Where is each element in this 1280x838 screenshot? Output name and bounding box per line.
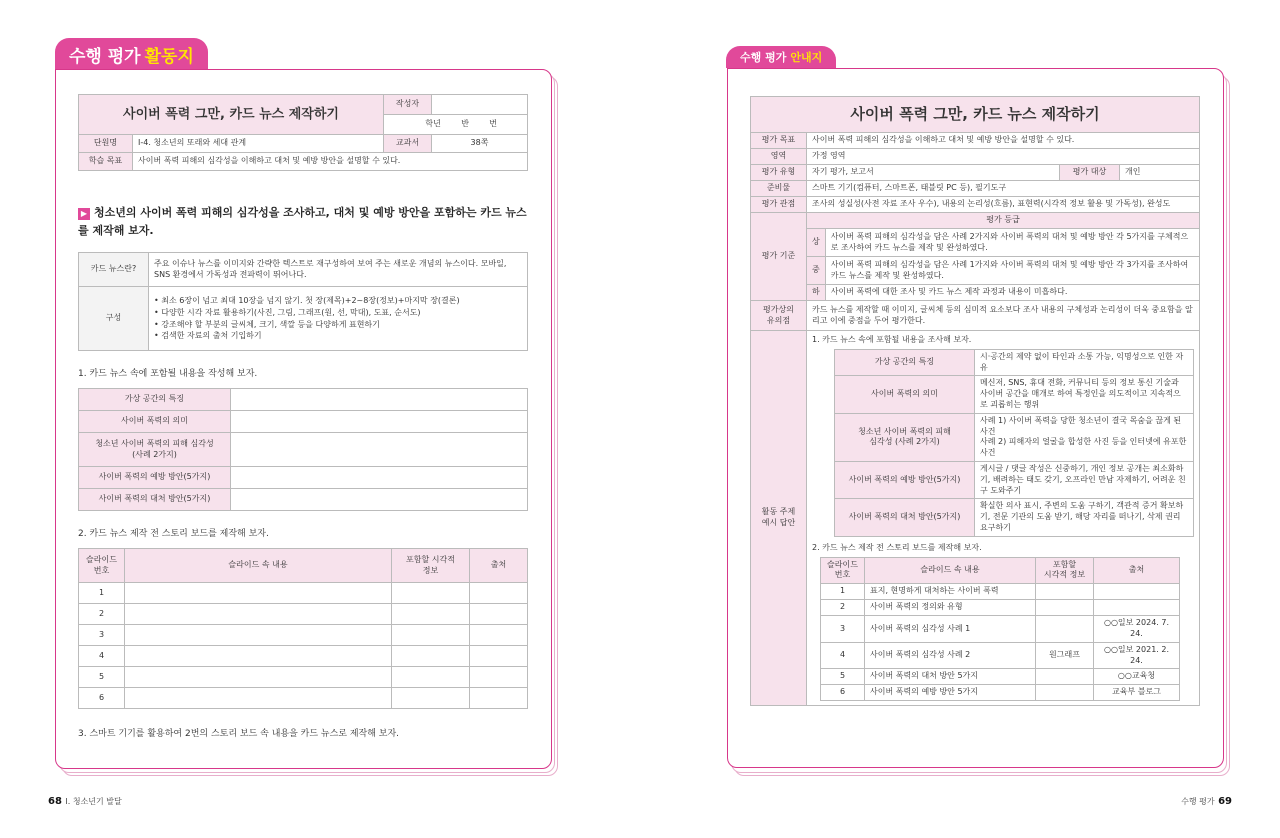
textbook-value: 38쪽	[432, 135, 528, 153]
unit-value: Ⅰ-4. 청소년의 또래와 세대 관계	[133, 135, 384, 153]
q1-answer-field[interactable]	[231, 389, 528, 411]
goal-label: 학습 목표	[79, 153, 133, 171]
q1-answer-field[interactable]	[231, 467, 528, 489]
area-value: 가정 영역	[807, 149, 1200, 165]
task-instruction	[78, 204, 533, 239]
visual-info-field[interactable]	[392, 604, 470, 625]
task-arrow-icon: ▶	[78, 208, 90, 220]
col-slide-number: 슬라이드 번호	[79, 549, 125, 583]
q1-row-label: 청소년 사이버 폭력의 피해 심각성 (사례 2가지)	[79, 433, 231, 467]
grade-high: 상	[807, 229, 826, 257]
example-slide-number: 3	[821, 616, 865, 643]
example-label: 활동 주제 예시 답안	[751, 331, 807, 706]
prep-label: 준비물	[751, 181, 807, 197]
example-q1-value: 확실한 의사 표시, 주변의 도움 구하기, 객관적 증거 확보하기, 전문 기관의 도움 받기, 해당 자리를 떠나기, 삭제 권리 요구하기	[975, 499, 1194, 536]
col-source: 출처	[470, 549, 528, 583]
example-q1-key: 청소년 사이버 폭력의 피해 심각성 (사례 2가지)	[835, 413, 975, 461]
q3-title: 3. 스마트 기기를 활용하여 2번의 스토리 보드 속 내용을 카드 뉴스로 제작해 보자.	[78, 729, 400, 739]
example-slide-visual	[1036, 616, 1094, 643]
grade-high-text: 사이버 폭력 피해의 심각성을 담은 사례 2가지와 사이버 폭력의 대처 및 예방 방안 각 5가지를 구체적으로 조사하여 카드 뉴스를 제작 및 완성하였다.	[825, 229, 1199, 257]
example-q1-value: 메신저, SNS, 휴대 전화, 커뮤니티 등의 정보 통신 기술과 사이버 공간을 매개로 하여 특정인을 의도적이고 지속적으로 괴롭히는 행위	[975, 376, 1194, 413]
target-value: 개인	[1120, 165, 1200, 181]
example-slide-number: 2	[821, 600, 865, 616]
q1-row-label: 사이버 폭력의 의미	[79, 411, 231, 433]
q1-answer-field[interactable]	[231, 433, 528, 467]
composition-item: • 최소 6장이 넘고 최대 10장을 넘지 않기. 첫 장(제목)+2~8장(정보)+마지막 장(결론)	[154, 296, 460, 306]
page-number: 69	[1218, 796, 1232, 807]
example-q1-key: 사이버 폭력의 예방 방안(5가지)	[835, 461, 975, 498]
grade-class-number[interactable]: 학년 반 번	[384, 115, 528, 135]
author-label: 작성자	[384, 95, 432, 115]
right-footer	[1181, 796, 1232, 807]
slide-number: 2	[79, 604, 125, 625]
example-slide-visual: 원그래프	[1036, 642, 1094, 669]
card-news-desc: 주요 이슈나 뉴스를 이미지와 간략한 텍스트로 재구성하여 보여 주는 새로운 개념의 뉴스이다. 모바일, SNS 환경에서 가독성과 전파력이 뛰어나다.	[149, 253, 528, 287]
slide-content-field[interactable]	[125, 667, 392, 688]
tab-highlight: 활동지	[144, 46, 194, 67]
visual-info-field[interactable]	[392, 625, 470, 646]
target-label: 평가 대상	[1060, 165, 1120, 181]
slide-number: 5	[79, 667, 125, 688]
task-text: 청소년의 사이버 폭력 피해의 심각성을 조사하고, 대처 및 예방 방안을 포함하는 카드 뉴스를 제작해 보자.	[78, 206, 527, 237]
goal-value: 사이버 폭력 피해의 심각성을 이해하고 대처 및 예방 방안을 설명할 수 있다.	[133, 153, 528, 171]
guide-table	[750, 96, 1200, 706]
chapter-name: Ⅰ. 청소년기 발달	[65, 797, 122, 806]
visual-info-field[interactable]	[392, 688, 470, 709]
guide-title: 사이버 폭력 그만, 카드 뉴스 제작하기	[751, 97, 1200, 133]
slide-number: 1	[79, 583, 125, 604]
slide-content-field[interactable]	[125, 604, 392, 625]
example-slide-content: 표지, 현명하게 대처하는 사이버 폭력	[865, 584, 1036, 600]
visual-info-field[interactable]	[392, 667, 470, 688]
example-col-source: 출처	[1094, 557, 1180, 584]
slide-number: 6	[79, 688, 125, 709]
example-slide-source: ○○일보 2021. 2. 24.	[1094, 642, 1180, 669]
example-slide-content: 사이버 폭력의 예방 방안 5가지	[865, 685, 1036, 701]
example-slide-source: ○○일보 2024. 7. 24.	[1094, 616, 1180, 643]
q2-title: 2. 카드 뉴스 제작 전 스토리 보드를 제작해 보자.	[78, 529, 269, 539]
col-visual-info: 포함할 시각적 정보	[392, 549, 470, 583]
example-slide-number: 1	[821, 584, 865, 600]
example-q1-title: 1. 카드 뉴스 속에 포함될 내용을 조사해 보자.	[812, 335, 972, 344]
example-q1-key: 사이버 폭력의 의미	[835, 376, 975, 413]
source-field[interactable]	[470, 688, 528, 709]
example-slide-visual	[1036, 685, 1094, 701]
type-label: 평가 유형	[751, 165, 807, 181]
textbook-label: 교과서	[384, 135, 432, 153]
visual-info-field[interactable]	[392, 583, 470, 604]
q1-title: 1. 카드 뉴스 속에 포함될 내용을 작성해 보자.	[78, 369, 258, 379]
view-value: 조사의 성실성(사전 자료 조사 우수), 내용의 논리성(흐름), 표현력(시각적 정보 활용 및 가독성), 완성도	[807, 197, 1200, 213]
source-field[interactable]	[470, 646, 528, 667]
example-slide-number: 6	[821, 685, 865, 701]
example-slide-source	[1094, 600, 1180, 616]
example-slide-content: 사이버 폭력의 심각성 사례 2	[865, 642, 1036, 669]
composition-item: • 강조해야 할 부분의 글씨체, 크기, 색깔 등을 다양하게 표현하기	[154, 319, 380, 329]
example-slide-content: 사이버 폭력의 정의와 유형	[865, 600, 1036, 616]
example-slide-visual	[1036, 600, 1094, 616]
example-slide-visual	[1036, 669, 1094, 685]
example-col-content: 슬라이드 속 내용	[865, 557, 1036, 584]
example-col-number: 슬라이드 번호	[821, 557, 865, 584]
example-slide-source	[1094, 584, 1180, 600]
q1-table	[78, 388, 528, 511]
goal-label: 평가 목표	[751, 133, 807, 149]
grade-mid-text: 사이버 폭력 피해의 심각성을 담은 사례 1가지와 사이버 폭력의 대처 및 예방 방안 각 3가지를 조사하여 카드 뉴스를 제작 및 완성하였다.	[825, 257, 1199, 285]
goal-value: 사이버 폭력 피해의 심각성을 이해하고 대처 및 예방 방안을 설명할 수 있다.	[807, 133, 1200, 149]
tab-prefix: 수행 평가	[69, 46, 141, 67]
example-q1-table	[834, 349, 1194, 537]
example-slide-number: 5	[821, 669, 865, 685]
example-slide-content: 사이버 폭력의 심각성 사례 1	[865, 616, 1036, 643]
card-news-label: 카드 뉴스란?	[79, 253, 149, 287]
example-answer	[807, 331, 1200, 706]
composition-item: • 검색한 자료의 출처 기입하기	[154, 331, 262, 341]
example-slide-source: 교육부 블로그	[1094, 685, 1180, 701]
slide-content-field[interactable]	[125, 688, 392, 709]
tab-highlight: 안내지	[790, 51, 823, 64]
source-field[interactable]	[470, 667, 528, 688]
grade-low: 하	[807, 285, 826, 301]
slide-content-field[interactable]	[125, 625, 392, 646]
source-field[interactable]	[470, 583, 528, 604]
example-q1-value: 게시글 / 댓글 작성은 신중하기, 개인 정보 공개는 최소화하기, 배려하는 태도 갖기, 오프라인 만남 자제하기, 어려운 친구 도와주기	[975, 461, 1194, 498]
example-q1-value: 사례 1) 사이버 폭력을 당한 청소년이 결국 목숨을 끊게 된 사건 사례 2) 피해자의 얼굴을 합성한 사진 등을 인터넷에 유포한 사건	[975, 413, 1194, 461]
example-q1-value: 시·공간의 제약 없이 타인과 소통 가능, 익명성으로 인한 자유	[975, 349, 1194, 376]
criteria-label: 평가 기준	[751, 213, 807, 301]
composition-label: 구성	[79, 287, 149, 351]
area-label: 영역	[751, 149, 807, 165]
footer-label: 수행 평가	[1181, 797, 1215, 806]
col-slide-content: 슬라이드 속 내용	[125, 549, 392, 583]
notes-text: 카드 뉴스를 제작할 때 이미지, 글씨체 등의 심미적 요소보다 조사 내용의 구체성과 논리성이 더욱 중요함을 알리고 이에 중점을 두어 평가한다.	[807, 301, 1200, 331]
source-field[interactable]	[470, 625, 528, 646]
example-q2-title: 2. 카드 뉴스 제작 전 스토리 보드를 제작해 보자.	[812, 542, 982, 552]
storyboard-table	[78, 548, 528, 709]
example-slide-visual	[1036, 584, 1094, 600]
visual-info-field[interactable]	[392, 646, 470, 667]
q1-row-label: 가상 공간의 특징	[79, 389, 231, 411]
header-table	[78, 94, 528, 171]
composition-list	[149, 287, 528, 351]
right-tab	[726, 46, 836, 68]
example-q1-key: 사이버 폭력의 대처 방안(5가지)	[835, 499, 975, 536]
type-value: 자기 평가, 보고서	[807, 165, 1060, 181]
criteria-header: 평가 등급	[807, 213, 1200, 229]
q1-row-label: 사이버 폭력의 예방 방안(5가지)	[79, 467, 231, 489]
example-slide-content: 사이버 폭력의 대처 방안 5가지	[865, 669, 1036, 685]
q1-answer-field[interactable]	[231, 489, 528, 511]
grade-low-text: 사이버 폭력에 대한 조사 및 카드 뉴스 제작 과정과 내용이 미흡하다.	[825, 285, 1199, 301]
view-label: 평가 관점	[751, 197, 807, 213]
left-footer	[48, 796, 122, 807]
example-q2-table	[820, 557, 1180, 702]
slide-number: 3	[79, 625, 125, 646]
prep-value: 스마트 기기(컴퓨터, 스마트폰, 태블릿 PC 등), 필기도구	[807, 181, 1200, 197]
worksheet-title: 사이버 폭력 그만, 카드 뉴스 제작하기	[79, 95, 384, 135]
info-table	[78, 252, 528, 351]
grade-mid: 중	[807, 257, 826, 285]
example-slide-number: 4	[821, 642, 865, 669]
tab-prefix: 수행 평가	[740, 51, 787, 64]
example-slide-source: ○○교육청	[1094, 669, 1180, 685]
q1-row-label: 사이버 폭력의 대처 방안(5가지)	[79, 489, 231, 511]
notes-label: 평가상의 유의점	[751, 301, 807, 331]
unit-label: 단원명	[79, 135, 133, 153]
source-field[interactable]	[470, 604, 528, 625]
slide-number: 4	[79, 646, 125, 667]
composition-item: • 다양한 시각 자료 활용하기(사진, 그림, 그래프(원, 선, 막대), 도표, 순서도)	[154, 307, 421, 317]
left-tab	[55, 38, 208, 70]
slide-content-field[interactable]	[125, 583, 392, 604]
slide-content-field[interactable]	[125, 646, 392, 667]
page-number: 68	[48, 796, 62, 807]
author-field[interactable]	[432, 95, 528, 115]
q1-answer-field[interactable]	[231, 411, 528, 433]
right-page	[640, 0, 1280, 838]
example-q1-key: 가상 공간의 특징	[835, 349, 975, 376]
example-col-visual: 포함할 시각적 정보	[1036, 557, 1094, 584]
